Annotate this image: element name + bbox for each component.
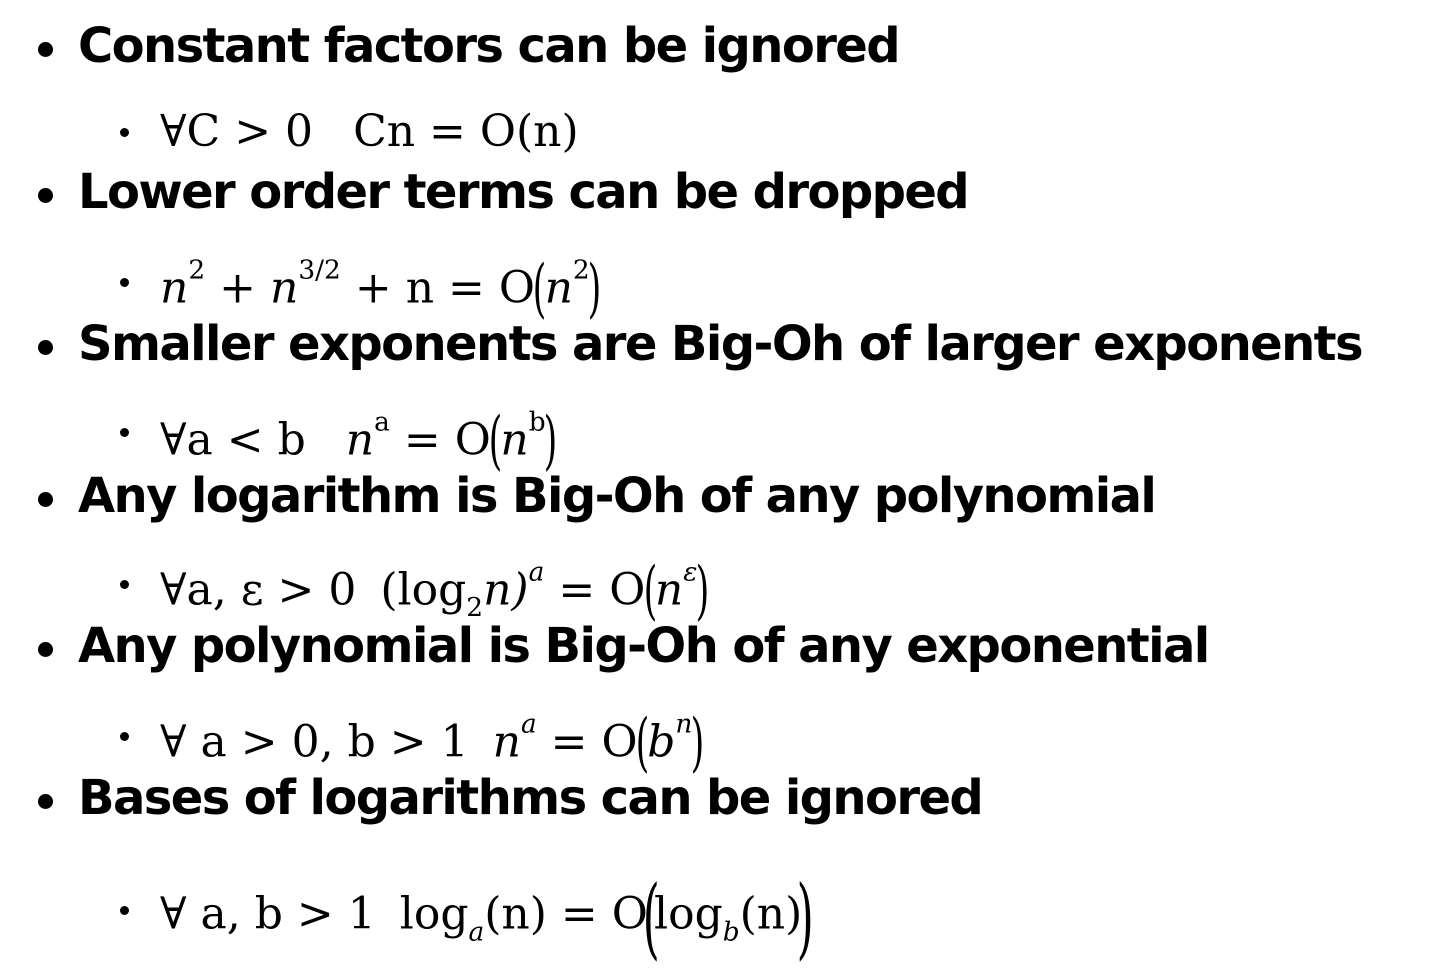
- sub-bullet: [120, 278, 129, 287]
- rule-heading: Any polynomial is Big-Oh of any exponential: [78, 618, 1209, 674]
- sub-bullet: [120, 128, 129, 137]
- rule-heading: Lower order terms can be dropped: [78, 164, 969, 220]
- rule-heading: Constant factors can be ignored: [78, 18, 900, 74]
- rule-heading: Any logarithm is Big-Oh of any polynomial: [78, 468, 1156, 524]
- bullet: [38, 642, 53, 657]
- rule-formula: ∀ a > 0, b > 1 $n^a = O(b^n)$: [160, 706, 705, 780]
- bullet: [38, 492, 53, 507]
- rule-formula: $n^2 + n^{3/2} + n = O(n^2)$: [160, 252, 602, 326]
- sub-bullet: [120, 428, 129, 437]
- rule-heading: Smaller exponents are Big-Oh of larger exponents: [78, 316, 1362, 372]
- bullet: [38, 42, 53, 57]
- rule-formula: ∀ a, b > 1 $\log_a(n) = O(\log_b(n))$: [160, 866, 814, 969]
- rule-heading: Bases of logarithms can be ignored: [78, 770, 983, 826]
- bullet: [38, 340, 53, 355]
- sub-bullet: [120, 580, 129, 589]
- rule-formula: ∀a, ε > 0 $(\log_2n)^a = O(n^\varepsilon)$: [160, 554, 710, 628]
- bullet: [38, 188, 53, 203]
- rule-formula: ∀C > 0 Cn = O(n): [160, 106, 579, 157]
- bullet: [38, 794, 53, 809]
- rule-formula: ∀a < b $n^a = O(n^b)$: [160, 404, 558, 478]
- sub-bullet: [120, 732, 129, 741]
- sub-bullet: [120, 906, 129, 915]
